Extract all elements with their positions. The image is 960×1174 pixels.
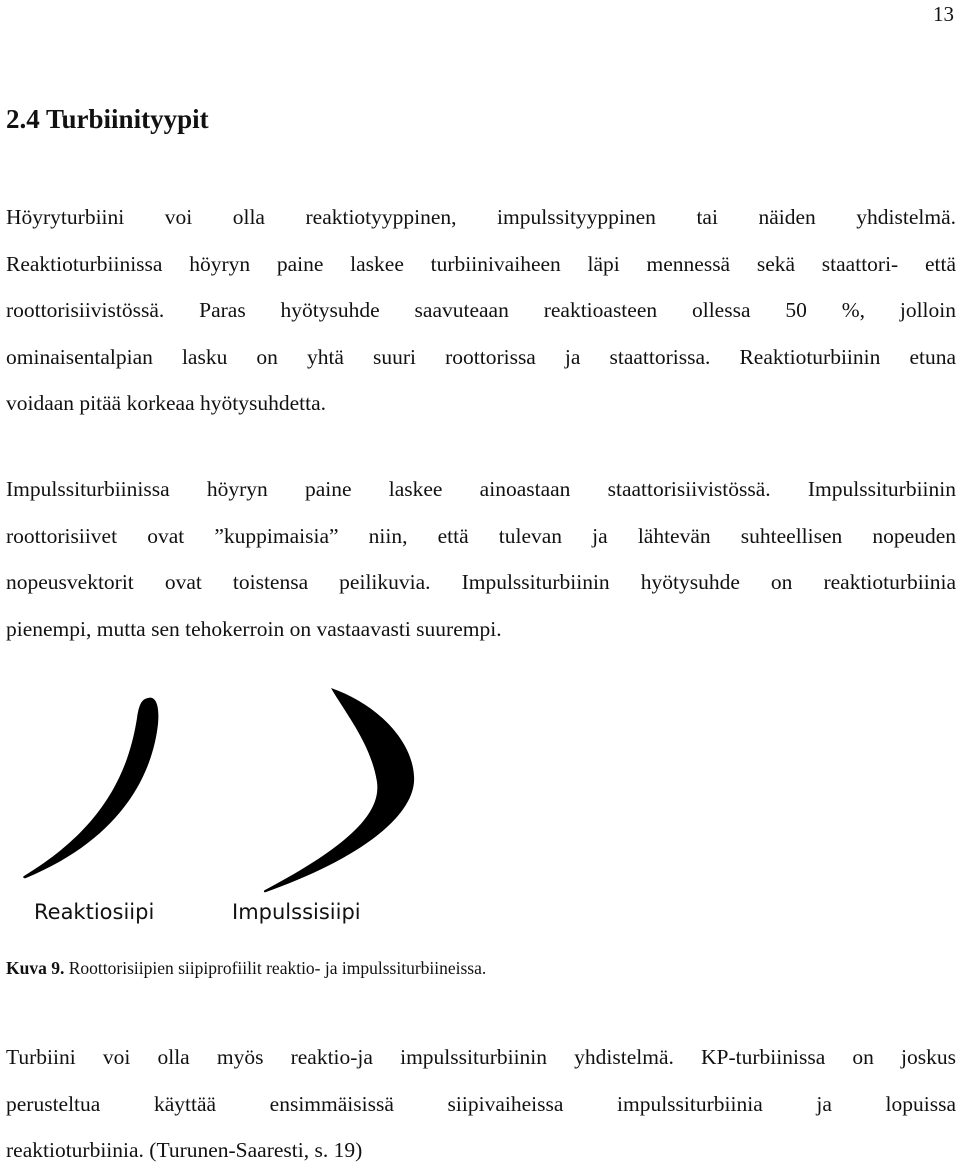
- paragraph-impulse-turbine: [6, 466, 956, 652]
- impulse-blade-label: Impulssisiipi: [232, 900, 361, 924]
- page-number: 13: [933, 2, 954, 26]
- reaction-blade-shape: [23, 698, 158, 879]
- text-line: roottorisiivistössä. Paras hyötysuhde saavuteaan reaktioasteen ollessa 50 %, jolloin: [6, 298, 956, 322]
- text-line: voidaan pitää korkeaa hyötysuhdetta.: [6, 391, 327, 415]
- paragraph-combined-turbine: [6, 1034, 956, 1174]
- text-line: Turbiini voi olla myös reaktio-ja impulssiturbiinin yhdistelmä. KP-turbiinissa on joskus: [6, 1045, 956, 1069]
- figure-caption: [6, 958, 486, 979]
- text-line: reaktioturbiinia. (Turunen-Saaresti, s. 19): [6, 1138, 363, 1162]
- text-line: ominaisentalpian lasku on yhtä suuri roottorissa ja staattorissa. Reaktioturbiinin etuna: [6, 344, 956, 369]
- text-line: pienempi, mutta sen tehokerroin on vastaavasti suurempi.: [6, 616, 502, 641]
- text-line: Impulssiturbiinissa höyryn paine laskee ainoastaan staattorisiivistössä. Impulssiturbiinin: [6, 477, 956, 501]
- caption-label: Kuva 9.: [6, 958, 65, 978]
- reaction-blade-label: Reaktiosiipi: [34, 900, 155, 924]
- paragraph-reaction-turbine: [6, 194, 956, 427]
- blade-profiles-illustration: [0, 680, 440, 900]
- text-line: Reaktioturbiinissa höyryn paine laskee turbiinivaiheen läpi mennessä sekä staattori- että: [6, 251, 956, 276]
- impulse-blade-shape: [264, 688, 414, 892]
- text-line: nopeusvektorit ovat toistensa peilikuvia. Impulssiturbiinin hyötysuhde on reaktioturbiinia: [6, 570, 956, 594]
- section-heading: 2.4 Turbiinityypit: [6, 104, 209, 134]
- text-line: Höyryturbiini voi olla reaktiotyyppinen, impulssityyppinen tai näiden yhdistelmä.: [6, 205, 956, 229]
- text-line: perusteltua käyttää ensimmäisissä siipivaiheissa impulssiturbiinia ja lopuissa: [6, 1091, 956, 1116]
- text-line: roottorisiivet ovat ”kuppimaisia” niin, että tulevan ja lähtevän suhteellisen nopeuden: [6, 523, 956, 548]
- blade-profiles-figure: [0, 680, 440, 940]
- caption-text: Roottorisiipien siipiprofiilit reaktio- ja impulssiturbiineissa.: [68, 958, 487, 978]
